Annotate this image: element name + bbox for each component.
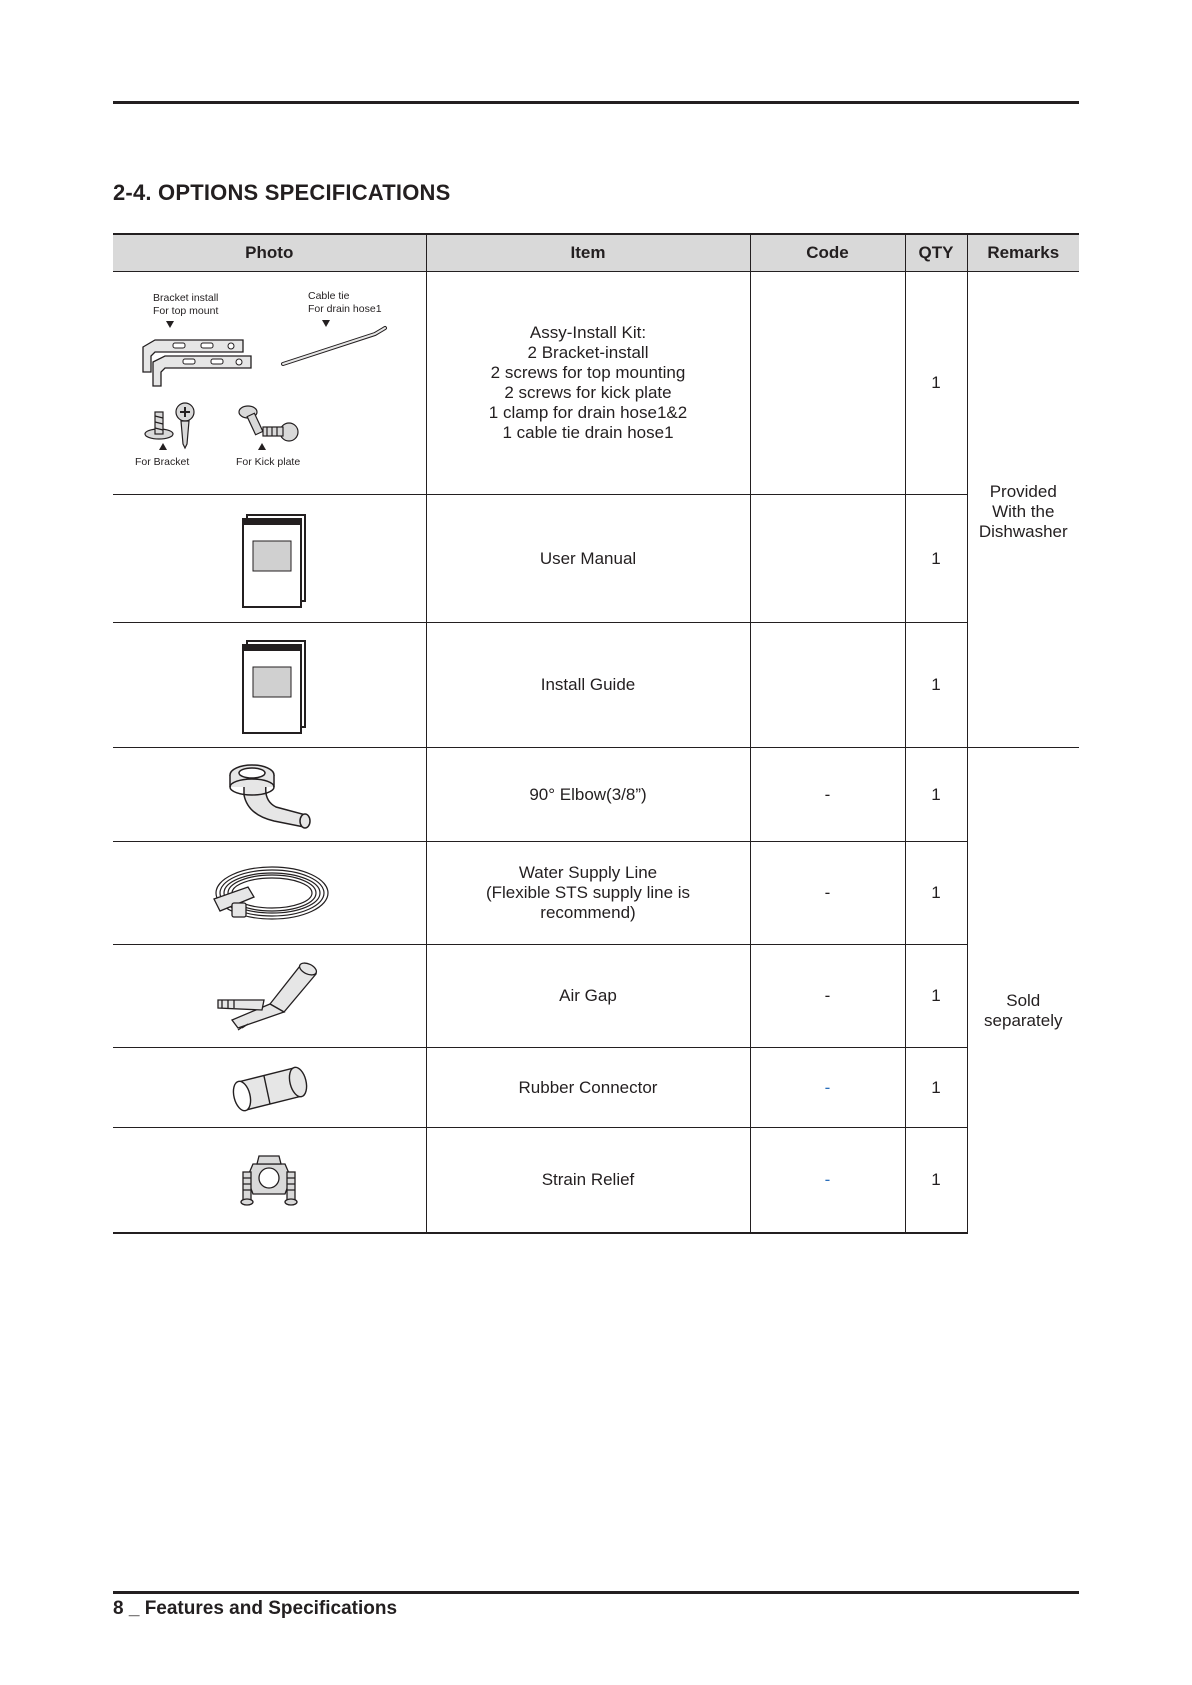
item-cell: Strain Relief xyxy=(426,1128,750,1233)
coiled-hose-icon xyxy=(204,853,334,933)
code-cell xyxy=(750,272,905,495)
table-row xyxy=(113,748,1079,842)
photo-cell xyxy=(113,842,426,945)
kit-label-bracket: Bracket install For top mount xyxy=(153,292,219,317)
code-cell: - xyxy=(750,945,905,1048)
qty-cell: 1 xyxy=(905,623,967,748)
item-cell: Assy-Install Kit: 2 Bracket-install 2 screws for top mounting 2 screws for kick plate 1 clamp for drain hose1&2 1 cable tie drain hose1 xyxy=(426,272,750,495)
table-row xyxy=(113,1128,1079,1233)
qty-cell: 1 xyxy=(905,842,967,945)
options-spec-table xyxy=(113,233,1079,1234)
strain-relief-icon xyxy=(229,1144,309,1216)
header-remarks: Remarks xyxy=(967,234,1079,272)
item-cell: Install Guide xyxy=(426,623,750,748)
item-cell: 90° Elbow(3/8”) xyxy=(426,748,750,842)
code-cell xyxy=(750,495,905,623)
manual-book-icon xyxy=(229,509,309,609)
photo-cell xyxy=(113,495,426,623)
table-row xyxy=(113,842,1079,945)
table-row xyxy=(113,495,1079,623)
remarks-sold: Sold separately xyxy=(967,748,1079,1233)
kit-label-for-kick-plate: For Kick plate xyxy=(236,456,301,468)
qty-cell: 1 xyxy=(905,272,967,495)
qty-cell: 1 xyxy=(905,748,967,842)
qty-cell: 1 xyxy=(905,945,967,1048)
elbow-fitting-icon xyxy=(214,755,324,835)
kit-label-cable-tie: Cable tie For drain hose1 xyxy=(308,290,382,315)
header-code: Code xyxy=(750,234,905,272)
photo-cell xyxy=(113,623,426,748)
header-item: Item xyxy=(426,234,750,272)
table-row xyxy=(113,623,1079,748)
item-cell: Rubber Connector xyxy=(426,1048,750,1128)
item-cell: Water Supply Line (Flexible STS supply line is recommend) xyxy=(426,842,750,945)
page-footer: 8 _ Features and Specifications xyxy=(113,1598,398,1619)
remarks-provided: Provided With the Dishwasher xyxy=(967,272,1079,748)
table-row xyxy=(113,1048,1079,1128)
photo-cell xyxy=(113,272,426,495)
qty-cell: 1 xyxy=(905,495,967,623)
code-cell: - xyxy=(750,748,905,842)
table-row xyxy=(113,945,1079,1048)
photo-cell xyxy=(113,748,426,842)
section-title: 2-4. OPTIONS SPECIFICATIONS xyxy=(113,180,451,205)
rubber-connector-icon xyxy=(224,1058,314,1118)
code-cell: - xyxy=(750,842,905,945)
qty-cell: 1 xyxy=(905,1048,967,1128)
table-header-row xyxy=(113,234,1079,272)
header-rule xyxy=(113,101,1079,104)
code-cell: - xyxy=(750,1048,905,1128)
guide-book-icon xyxy=(229,635,309,735)
photo-cell xyxy=(113,1128,426,1233)
item-cell: User Manual xyxy=(426,495,750,623)
table-row xyxy=(113,272,1079,495)
code-cell xyxy=(750,623,905,748)
item-cell: Air Gap xyxy=(426,945,750,1048)
footer-rule xyxy=(113,1591,1079,1594)
header-qty: QTY xyxy=(905,234,967,272)
photo-cell xyxy=(113,1048,426,1128)
air-gap-icon xyxy=(204,956,334,1036)
header-photo: Photo xyxy=(113,234,426,272)
photo-cell xyxy=(113,945,426,1048)
code-cell: - xyxy=(750,1128,905,1233)
kit-label-for-bracket: For Bracket xyxy=(135,456,190,468)
qty-cell: 1 xyxy=(905,1128,967,1233)
